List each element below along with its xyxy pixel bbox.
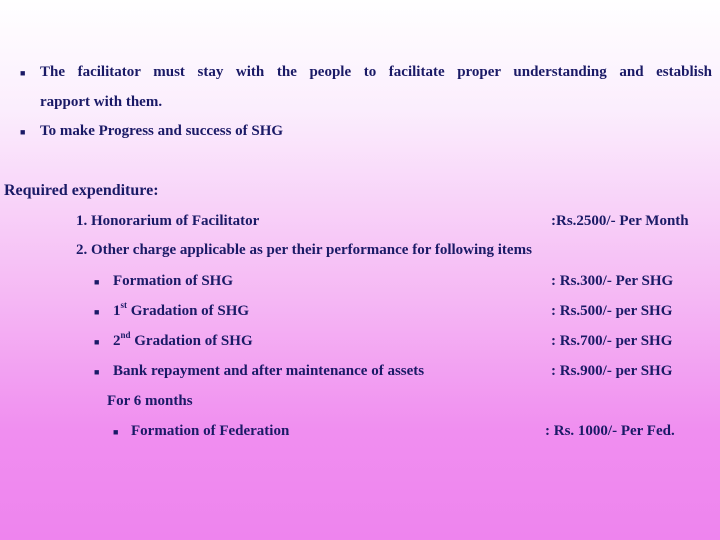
bullet-icon: ■	[94, 277, 100, 287]
federation-amount: : Rs. 1000/- Per Fed.	[545, 423, 675, 439]
sub-item-2-amount: : Rs.500/- per SHG	[551, 303, 673, 319]
sub-item-2-label	[113, 302, 249, 320]
intro-bullet-1-line-2: rapport with them.	[40, 94, 163, 110]
item-1-label: 1. Honorarium of Facilitator	[76, 213, 260, 229]
bullet-icon: ■	[113, 427, 119, 437]
bullet-icon: ■	[94, 337, 100, 347]
sub-item-1-amount: : Rs.300/- Per SHG	[551, 273, 674, 289]
sub-item-3-label	[113, 332, 253, 350]
bullet-icon: ■	[94, 307, 100, 317]
intro-bullet-2: To make Progress and success of SHG	[40, 123, 284, 139]
sub-item-4-label: Bank repayment and after maintenance of assets	[113, 363, 425, 379]
ordinal-suffix: st	[120, 300, 127, 310]
item-2-label: 2. Other charge applicable as per their performance for following items	[76, 242, 532, 258]
section-heading: Required expenditure:	[4, 182, 159, 199]
ordinal-number: 1	[113, 303, 121, 319]
item-1-amount: :Rs.2500/- Per Month	[551, 213, 689, 229]
bullet-icon: ■	[20, 68, 26, 78]
sub-item-3-amount: : Rs.700/- per SHG	[551, 333, 673, 349]
ordinal-suffix: nd	[120, 330, 131, 340]
bullet-icon: ■	[20, 127, 26, 137]
intro-bullet-1-line-1: The facilitator must stay with the people to facilitate proper understanding and establish	[40, 64, 712, 80]
sub-item-3-text: Gradation of SHG	[130, 333, 253, 349]
bullet-icon: ■	[94, 367, 100, 377]
sub-item-1-label: Formation of SHG	[113, 273, 233, 289]
for-six-months: For 6 months	[107, 393, 193, 409]
sub-item-4-amount: : Rs.900/- per SHG	[551, 363, 673, 379]
federation-label: Formation of Federation	[131, 423, 290, 439]
ordinal-number: 2	[113, 333, 121, 349]
sub-item-2-text: Gradation of SHG	[127, 303, 250, 319]
